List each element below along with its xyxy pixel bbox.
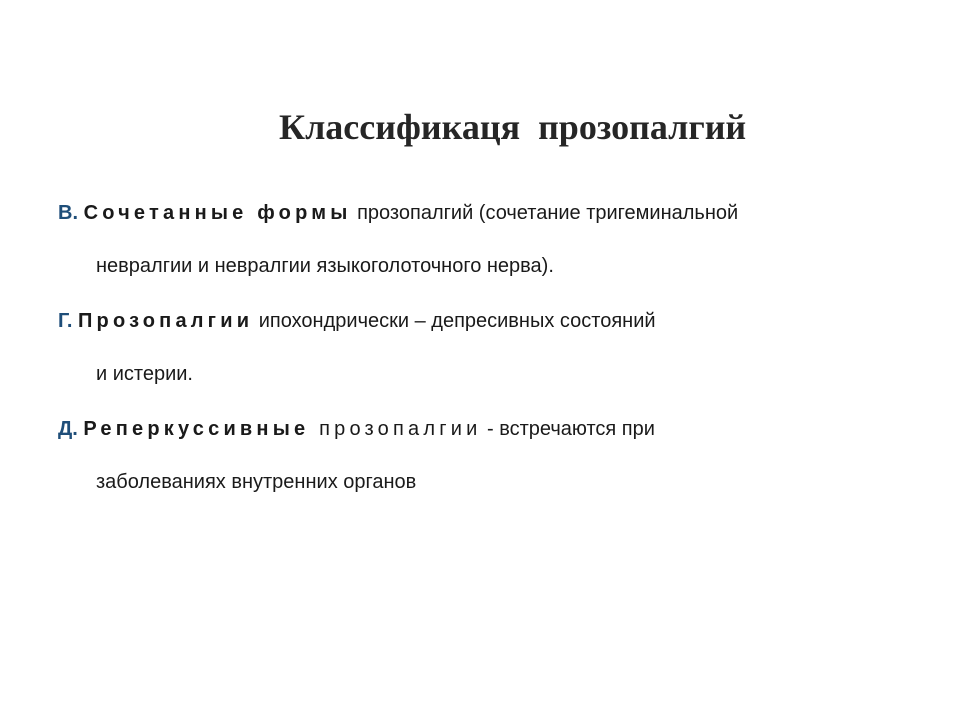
classification-item-g <box>58 307 938 413</box>
item-letter: В. <box>58 202 78 224</box>
slide-title: Классификаця прозопалгий <box>279 107 747 147</box>
item-letter: Д. <box>58 418 78 440</box>
item-term-plain: прозопалгии <box>309 418 482 440</box>
item-line-1 <box>58 199 938 252</box>
item-line-2: и истерии. <box>96 363 193 385</box>
item-line-1 <box>58 307 938 360</box>
item-text: - встречаются при <box>481 418 655 440</box>
item-term: Сочетанные формы <box>83 202 352 224</box>
classification-item-v <box>58 199 938 305</box>
item-term: Прозопалгии <box>77 310 254 332</box>
item-line-2: невралгии и невралгии языкоголоточного нерва). <box>96 255 554 277</box>
classification-item-d <box>58 415 938 521</box>
item-line-1 <box>58 415 938 468</box>
item-term: Реперкуссивные <box>83 418 310 440</box>
item-text: прозопалгий (сочетание тригеминальной <box>351 202 739 224</box>
item-line-2: заболеваниях внутренних органов <box>96 471 417 493</box>
item-letter: Г. <box>58 310 73 332</box>
item-text: ипохондрически – депресивных состояний <box>253 310 656 332</box>
